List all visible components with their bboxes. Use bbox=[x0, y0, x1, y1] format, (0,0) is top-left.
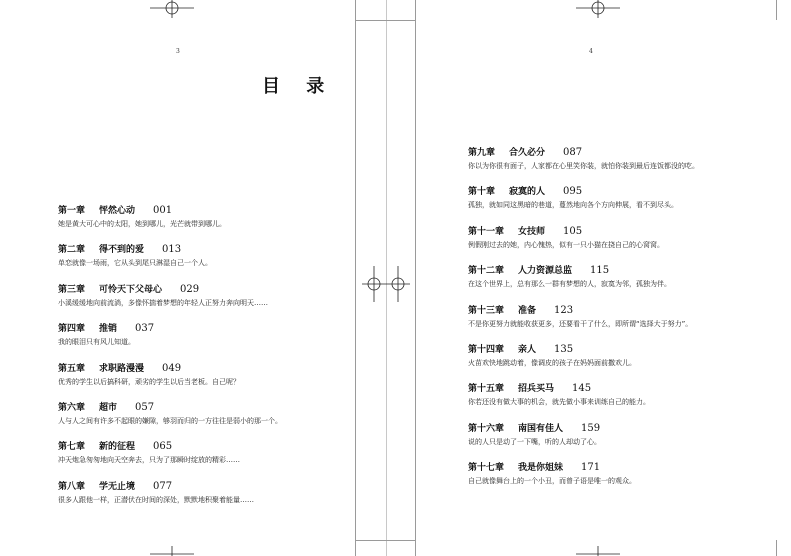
page-ref: 123 bbox=[554, 304, 574, 316]
chapter-label: 第十三章 bbox=[468, 305, 505, 316]
toc-entry-heading bbox=[58, 441, 240, 453]
registration-mark-icon bbox=[576, 0, 620, 18]
page-ref: 095 bbox=[563, 186, 583, 198]
toc-entry bbox=[58, 284, 268, 309]
page-ref: 087 bbox=[563, 147, 583, 158]
toc-entry-heading bbox=[468, 186, 678, 198]
toc-entry-heading bbox=[58, 205, 226, 217]
toc-entry bbox=[468, 265, 671, 290]
chapter-summary: 你若还没有做大事的机会，就先做小事来训练自己的能力。 bbox=[468, 398, 650, 407]
toc-entry-heading bbox=[468, 147, 699, 159]
page-ref: 171 bbox=[581, 462, 601, 474]
chapter-title: 寂寞的人 bbox=[509, 187, 546, 198]
chapter-label: 第八章 bbox=[58, 481, 86, 492]
chapter-label: 第五章 bbox=[58, 363, 86, 374]
chapter-summary: 自己就像舞台上的一个小丑，而曾子语是唯一的观众。 bbox=[468, 477, 636, 486]
toc-entry bbox=[468, 147, 699, 172]
chapter-summary: 优秀的学生以后搞科研，顽劣的学生以后当老板。自己呢？ bbox=[58, 377, 240, 386]
crop-line bbox=[776, 0, 777, 20]
chapter-title: 超市 bbox=[99, 403, 118, 413]
toc-entry bbox=[468, 186, 678, 211]
right-page bbox=[386, 0, 791, 556]
toc-entry-heading bbox=[468, 423, 601, 435]
chapter-summary: 小溪缓缓地向前流淌，多像怀揣着梦想的年轻人正努力奔向明天…… bbox=[58, 298, 268, 307]
toc-title: 目 录 bbox=[262, 76, 335, 97]
page-ref: 065 bbox=[153, 441, 173, 453]
page-ref: 105 bbox=[563, 225, 583, 237]
chapter-label: 第九章 bbox=[468, 148, 496, 158]
page-number: 3 bbox=[176, 48, 180, 55]
chapter-summary: 人与人之间有许多不起眼的嫌隙，够羽而归的一方往往是弱小的那一个。 bbox=[58, 417, 282, 425]
page-ref: 135 bbox=[554, 344, 574, 355]
chapter-label: 第十一章 bbox=[468, 226, 505, 237]
page-ref: 077 bbox=[153, 480, 173, 492]
chapter-summary: 你以为你很有面子，人家都在心里笑你装，就怕你装到最后连饭都没的吃。 bbox=[468, 162, 699, 170]
chapter-summary: 孤独，就如同这黑暗的巷道，蔓然地向各个方向伸展，看不到尽头。 bbox=[468, 201, 678, 210]
chapter-label: 第十二章 bbox=[468, 266, 505, 277]
chapter-label: 第二章 bbox=[58, 245, 86, 256]
crop-line bbox=[776, 540, 777, 556]
chapter-title: 怦然心动 bbox=[99, 206, 136, 216]
chapter-title: 求职路漫漫 bbox=[99, 363, 145, 374]
toc-entry-heading bbox=[468, 344, 636, 356]
toc-entry bbox=[58, 441, 240, 466]
toc-entry bbox=[58, 481, 254, 506]
toc-entry bbox=[58, 323, 154, 348]
toc-entry-heading bbox=[468, 265, 671, 277]
toc-entry-heading bbox=[58, 481, 254, 493]
toc-entry-heading bbox=[58, 402, 282, 414]
chapter-summary: 不是你更努力就能收获更多，还要看干了什么，即所谓“选择大于努力”。 bbox=[468, 319, 693, 328]
chapter-summary: 例假刚过去的她，内心愧热，似有一只小猫在挠自己的心窝窝。 bbox=[468, 240, 664, 249]
chapter-summary: 说的人只是动了一下嘴，听的人却动了心。 bbox=[468, 437, 601, 446]
registration-mark-icon bbox=[150, 0, 194, 18]
page-ref: 159 bbox=[581, 422, 601, 434]
chapter-title: 合久必分 bbox=[509, 148, 546, 158]
page-ref: 001 bbox=[153, 205, 173, 216]
trim-line bbox=[415, 0, 416, 556]
chapter-summary: 火苗欢快地跳动着，像调皮的孩子在妈妈面前撒欢儿。 bbox=[468, 359, 636, 367]
chapter-title: 准备 bbox=[518, 305, 537, 316]
toc-entry bbox=[468, 423, 601, 448]
registration-mark-icon bbox=[576, 546, 620, 556]
toc-entry-heading bbox=[468, 305, 692, 317]
registration-mark-icon bbox=[362, 266, 386, 302]
registration-mark-icon bbox=[386, 266, 410, 302]
crop-line bbox=[355, 540, 415, 541]
chapter-label: 第十章 bbox=[468, 187, 496, 198]
toc-entry-heading bbox=[58, 244, 212, 256]
toc-entry bbox=[468, 305, 692, 330]
page-number: 4 bbox=[589, 48, 593, 55]
chapter-title: 得不到的爱 bbox=[99, 245, 145, 256]
chapter-title: 新的征程 bbox=[99, 442, 136, 453]
chapter-title: 可怜天下父母心 bbox=[99, 284, 163, 295]
registration-mark-icon bbox=[150, 546, 194, 556]
toc-entry bbox=[468, 344, 636, 369]
chapter-label: 第十五章 bbox=[468, 384, 505, 395]
chapter-label: 第十六章 bbox=[468, 423, 505, 434]
toc-entry-heading bbox=[468, 383, 650, 395]
toc-entry-heading bbox=[58, 323, 154, 335]
toc-entry bbox=[58, 205, 226, 230]
page-ref: 057 bbox=[135, 402, 155, 413]
chapter-title: 推销 bbox=[99, 324, 118, 335]
chapter-label: 第六章 bbox=[58, 403, 86, 413]
toc-entry-heading bbox=[58, 284, 268, 296]
toc-entry bbox=[58, 244, 212, 269]
chapter-title: 亲人 bbox=[518, 345, 537, 355]
toc-entry bbox=[468, 383, 650, 408]
chapter-label: 第七章 bbox=[58, 442, 86, 453]
toc-entry bbox=[58, 363, 240, 388]
chapter-title: 人力资源总监 bbox=[518, 266, 573, 277]
toc-entry bbox=[58, 402, 282, 427]
crop-line bbox=[355, 20, 415, 21]
page-ref: 037 bbox=[135, 323, 155, 335]
toc-entry bbox=[468, 226, 664, 251]
page-ref: 049 bbox=[162, 362, 182, 374]
chapter-summary: 冲天炮急匆匆地向天空奔去，只为了那瞬时绽放的精彩…… bbox=[58, 456, 240, 465]
toc-entry-heading bbox=[468, 226, 664, 238]
trim-line bbox=[355, 0, 356, 556]
toc-entry bbox=[468, 462, 636, 487]
chapter-summary: 很多人跟他一样，正潜伏在时间的深处，默默地积聚着能量…… bbox=[58, 495, 254, 504]
chapter-title: 南国有佳人 bbox=[518, 423, 564, 434]
chapter-title: 我是你姐妹 bbox=[518, 463, 564, 474]
toc-entry-heading bbox=[468, 462, 636, 474]
page-ref: 145 bbox=[572, 383, 592, 395]
toc-entry-heading bbox=[58, 363, 240, 375]
chapter-label: 第十七章 bbox=[468, 463, 505, 474]
chapter-summary: 她是黄大可心中的太阳，她到哪儿，光芒就带到哪儿。 bbox=[58, 220, 226, 228]
chapter-summary: 在这个世界上，总有那么一群有梦想的人，寂寞为邻，孤独为伴。 bbox=[468, 280, 671, 289]
chapter-title: 学无止境 bbox=[99, 481, 136, 492]
page-ref: 115 bbox=[590, 265, 610, 277]
chapter-label: 第一章 bbox=[58, 206, 86, 216]
chapter-title: 女技师 bbox=[518, 226, 546, 237]
chapter-summary: 单恋就像一场雨，它从头到尾只淋湿自己一个人。 bbox=[58, 259, 212, 268]
chapter-title: 招兵买马 bbox=[518, 384, 555, 395]
page-ref: 029 bbox=[180, 283, 200, 295]
chapter-summary: 我的眼泪只有风儿知道。 bbox=[58, 338, 135, 347]
chapter-label: 第三章 bbox=[58, 284, 86, 295]
chapter-label: 第四章 bbox=[58, 324, 86, 335]
left-page bbox=[0, 0, 386, 556]
page-ref: 013 bbox=[162, 244, 182, 256]
chapter-label: 第十四章 bbox=[468, 345, 505, 355]
